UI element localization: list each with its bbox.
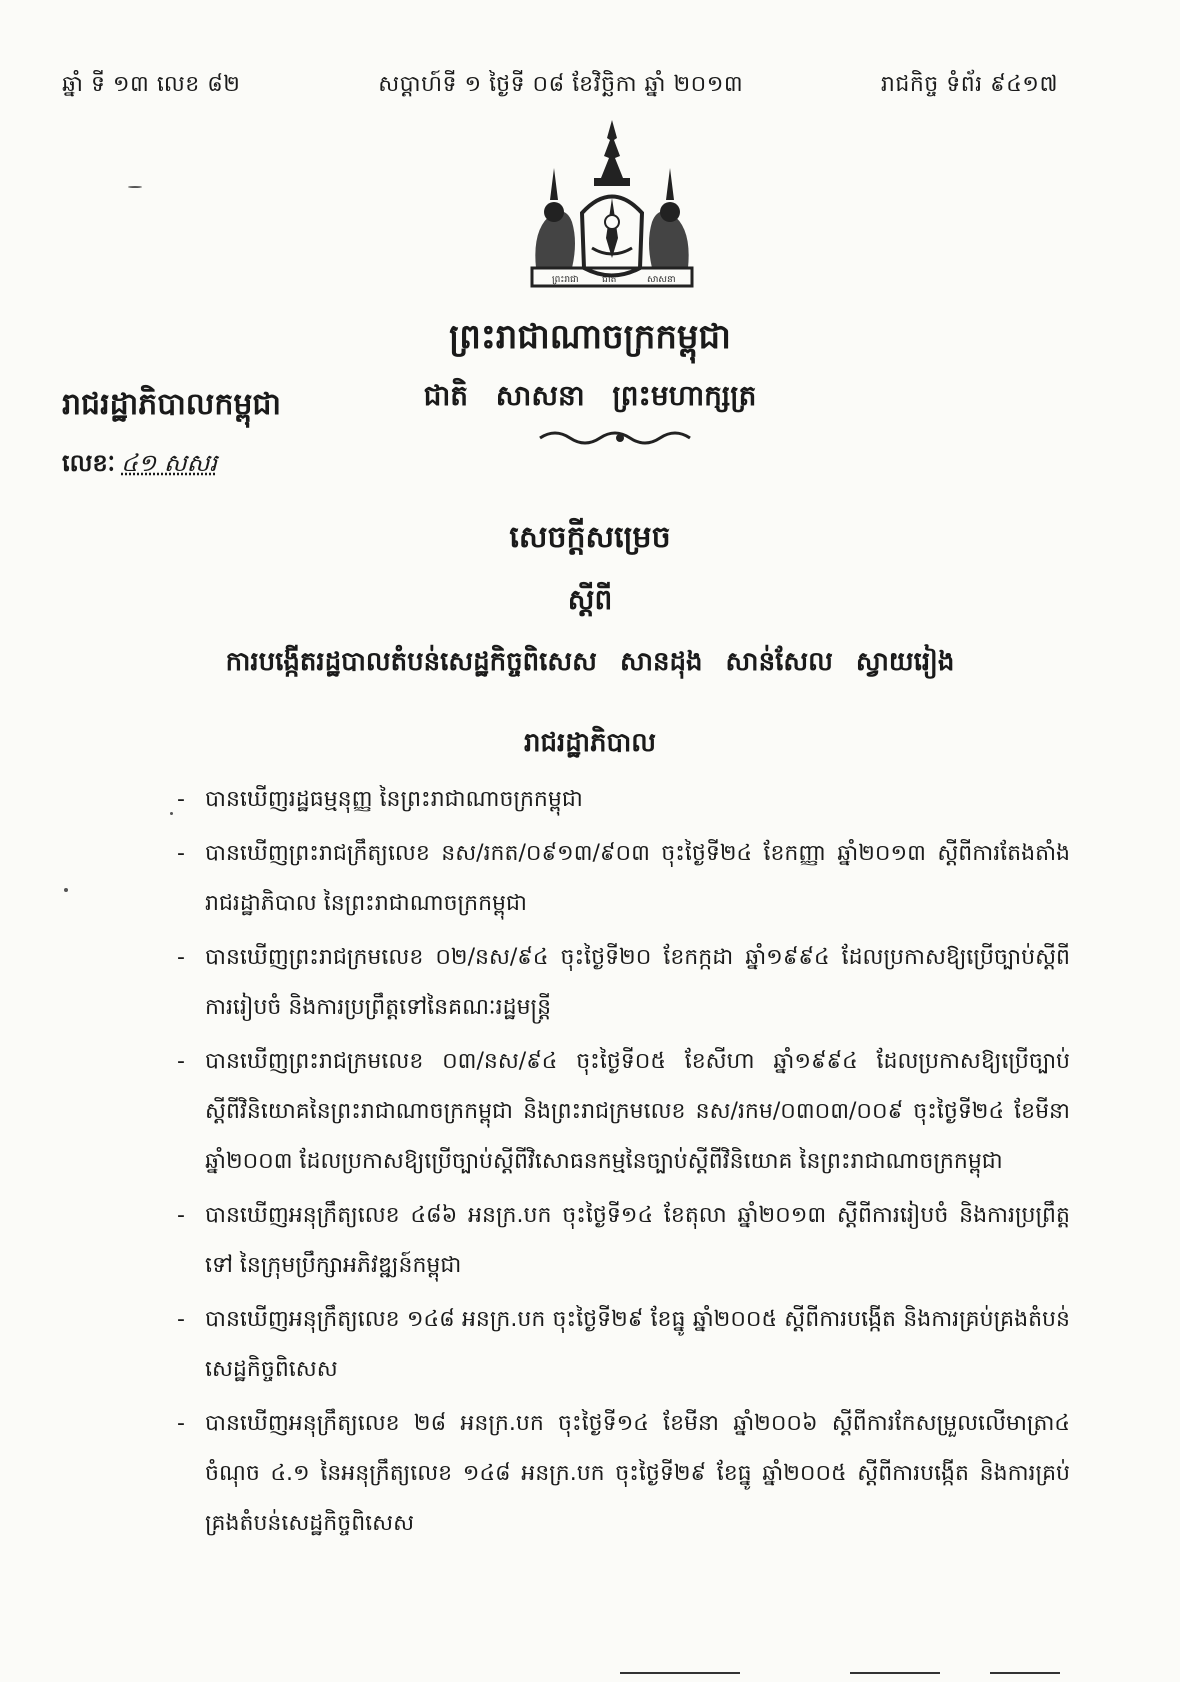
gazette-issue: ឆ្នាំ ទី ១៣ លេខ ៨២ bbox=[62, 72, 241, 97]
scan-edge-line bbox=[620, 1672, 740, 1674]
scan-edge-line bbox=[850, 1672, 940, 1674]
clause-text: បានឃើញរដ្ឋធម្មនុញ្ញ នៃព្រះរាជាណាចក្រកម្ពុជា bbox=[205, 787, 583, 812]
preamble-clause bbox=[177, 775, 1070, 825]
preamble-clause bbox=[177, 1295, 1070, 1395]
clause-text: បានឃើញព្រះរាជក្រមលេខ ០២/នស/៩៤ ចុះថ្ងៃទី២០ ខែកក្កដា ឆ្នាំ១៩៩៤ ដែលប្រកាសឱ្យប្រើច្បាប់ស្តីពីការរៀបចំ និងការប្រព្រឹត្តទៅនៃគណៈរដ្ឋមន្ត្រី bbox=[205, 945, 1070, 1020]
scan-mark bbox=[128, 186, 142, 188]
issuer-heading: រាជរដ្ឋាភិបាល bbox=[523, 728, 657, 758]
document-number-label: លេខៈ bbox=[62, 449, 116, 477]
document-number bbox=[62, 448, 217, 483]
gazette-header bbox=[62, 70, 1058, 102]
emblem-ribbon-right: សាសនា bbox=[647, 275, 676, 285]
issuing-government: រាជរដ្ឋាភិបាលកម្ពុជា bbox=[62, 387, 281, 422]
preamble-clause bbox=[177, 933, 1070, 1033]
preamble-clause bbox=[177, 1399, 1070, 1549]
clause-dash: - bbox=[177, 1049, 185, 1074]
emblem-ribbon-left: ព្រះរាជា bbox=[552, 275, 579, 285]
clause-dash: - bbox=[177, 1203, 185, 1228]
clause-text: បានឃើញព្រះរាជក្រឹត្យលេខ នស/រកត/០៩១៣/៩០៣ ចុះថ្ងៃទី២៤ ខែកញ្ញា ឆ្នាំ២០១៣ ស្តីពីការតែងតាំងរាជរដ្ឋាភិបាល នៃព្រះរាជាណាចក្រកម្ពុជា bbox=[205, 841, 1070, 916]
clause-dash: - bbox=[177, 787, 185, 812]
royal-coat-of-arms-icon bbox=[522, 118, 702, 303]
preamble-clause bbox=[177, 1191, 1070, 1291]
clause-text: បានឃើញអនុក្រឹត្យលេខ ១៤៨ អនក្រ.បក ចុះថ្ងៃទី២៩ ខែធ្នូ ឆ្នាំ២០០៥ ស្តីពីការបង្កើត និងការគ្រប់គ្រងតំបន់សេដ្ឋកិច្ចពិសេស bbox=[205, 1307, 1070, 1382]
clause-dash: - bbox=[177, 945, 185, 970]
gazette-date: សប្តាហ៍ទី ១ ថ្ងៃទី ០៨ ខែវិច្ឆិកា ឆ្នាំ ២០១៣ bbox=[378, 72, 744, 97]
clause-text: បានឃើញព្រះរាជក្រមលេខ ០៣/នស/៩៤ ចុះថ្ងៃទី០៥ ខែសីហា ឆ្នាំ១៩៩៤ ដែលប្រកាសឱ្យប្រើច្បាប់ស្តីពីវិនិយោគនៃព្រះរាជាណាចក្រកម្ពុជា និងព្រះរាជក្រមលេខ នស/រកម/០៣០៣/០០៩ ចុះថ្ងៃទី២៤ ខែមីនា ឆ្នាំ២០០៣ ដែលប្រកាសឱ្យប្រើច្បាប់ស្តីពីវិសោធនកម្មនៃច្បាប់ស្តីពីវិនិយោគ នៃព្រះរាជាណាចក្រកម្ពុជា bbox=[205, 1049, 1070, 1174]
preamble-clause bbox=[177, 829, 1070, 929]
preamble-clause bbox=[177, 1037, 1070, 1187]
scan-dot bbox=[170, 812, 173, 815]
document-number-value: ៤១ សសរ bbox=[121, 449, 218, 477]
clause-text: បានឃើញអនុក្រឹត្យលេខ ២៨ អនក្រ.បក ចុះថ្ងៃទី១៤ ខែមីនា ឆ្នាំ២០០៦ ស្តីពីការកែសម្រួលលើមាត្រា៤ ចំណុច ៤.១ នៃអនុក្រឹត្យលេខ ១៤៨ អនក្រ.បក ចុះថ្ងៃទី២៩ ខែធ្នូ ឆ្នាំ២០០៥ ស្តីពីការបង្កើត និងការគ្រប់គ្រងតំបន់សេដ្ឋកិច្ចពិសេស bbox=[205, 1411, 1070, 1536]
gazette-page: រាជកិច្ច ទំព័រ ៩៤១៧ bbox=[880, 72, 1058, 97]
scan-dot bbox=[64, 888, 68, 892]
clause-text: បានឃើញអនុក្រឹត្យលេខ ៤៨៦ អនក្រ.បក ចុះថ្ងៃទី១៤ ខែតុលា ឆ្នាំ២០១៣ ស្តីពីការរៀបចំ និងការប្រព្រឹត្តទៅ នៃក្រុមប្រឹក្សាអភិវឌ្ឍន៍កម្ពុជា bbox=[205, 1203, 1070, 1278]
kingdom-title: ព្រះរាជាណាចក្រកម្ពុជា bbox=[449, 317, 731, 357]
decorative-flourish-icon bbox=[530, 428, 710, 448]
national-motto: ជាតិ សាសនា ព្រះមហាក្សត្រ bbox=[423, 379, 757, 412]
emblem-ribbon-center: ជាតិ bbox=[602, 275, 617, 285]
clause-dash: - bbox=[177, 841, 185, 866]
document-type-title: សេចក្តីសម្រេច bbox=[509, 520, 671, 555]
preamble-clause-list bbox=[177, 775, 1070, 1553]
clause-dash: - bbox=[177, 1411, 185, 1436]
decision-subject: ការបង្កើតរដ្ឋបាលតំបន់សេដ្ឋកិច្ចពិសេស សានដុង សាន់សែល ស្វាយរៀង bbox=[225, 647, 955, 677]
scan-edge-line bbox=[990, 1672, 1060, 1674]
about-label: ស្តីពី bbox=[567, 583, 613, 616]
clause-dash: - bbox=[177, 1307, 185, 1332]
